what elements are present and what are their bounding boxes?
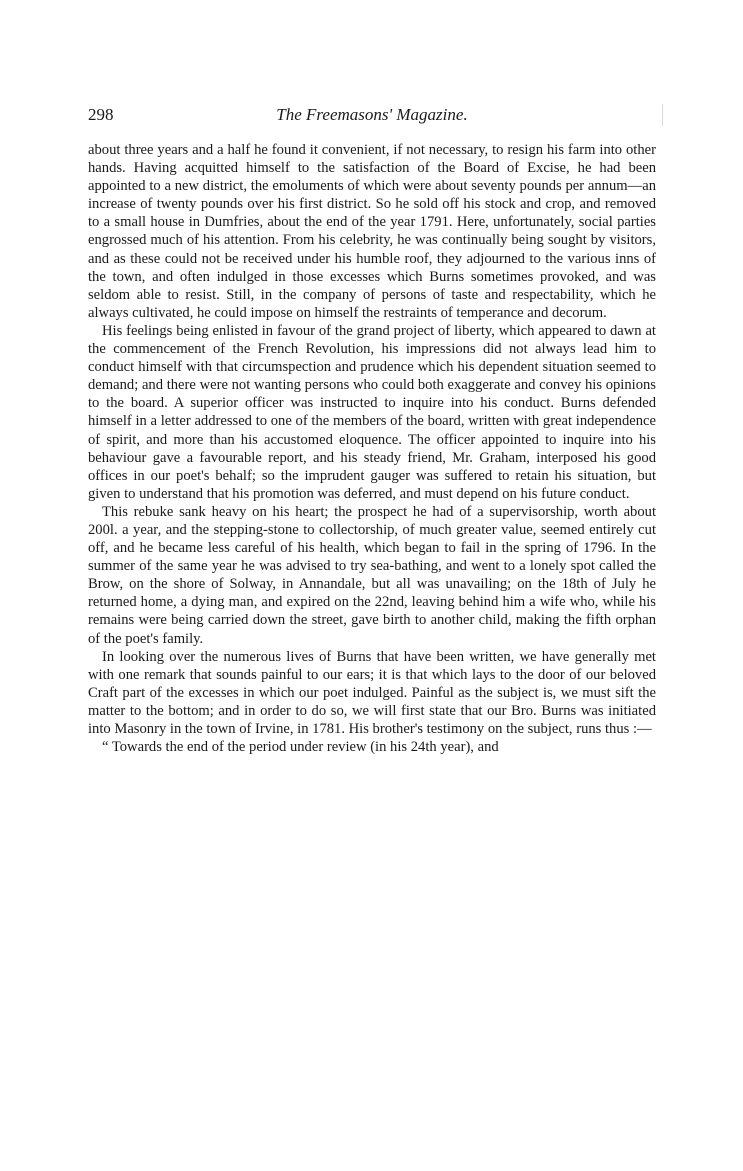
magazine-page [88, 100, 656, 756]
paragraph-3: This rebuke sank heavy on his heart; the prospect he had of a supervisorship, worth about 200l. a year, and the stepping-stone to collectorship, of much greater value, seemed entirely cut off, and he became less careful of his health, which began to fail in the spring of 1796. In the summer of the same year he was advised to try sea-bathing, and went to a lonely spot called the Brow, on the shore of Solway, in Annandale, but all was unavailing; on the 18th of July he returned home, a dying man, and expired on the 22nd, leaving behind him a wife who, while his remains were being carried down the street, gave birth to another child, making the fifth orphan of the poet's family. [88, 503, 656, 647]
paragraph-5: “ Towards the end of the period under review (in his 24th year), and [102, 739, 499, 756]
article-body [88, 141, 656, 756]
paragraph-4: In looking over the numerous lives of Burns that have been written, we have generally met with one remark that sounds painful to our ears; it is that which lays to the door of our beloved Craft part of the excesses in which our poet indulged. Painful as the subject is, we must sift the matter to the bottom; and in order to do so, we will first state that our Bro. Burns was initiated into Masonry in the town of Irvine, in 1781. His brother's testimony on the subject, runs thus :— [88, 648, 656, 737]
page-number: 298 [88, 105, 114, 124]
paragraph-1: about three years and a half he found it convenient, if not necessary, to resign his farm into other hands. Having acquitted himself to the satisfaction of the Board of Excise, he had been appointed to a new district, the emoluments of which were about seventy pounds per annum—an increase of twenty pounds over his first district. So he sold off his stock and crop, and removed to a small house in Dumfries, about the end of the year 1791. Here, unfortunately, social parties engrossed much of his attention. From his celebrity, he was continually being sought by visitors, and as these could not be received under his humble roof, they adjourned to the various inns of the town, and often indulged in those excesses which Burns sometimes provoked, and was seldom able to resist. Still, in the company of persons of taste and respectability, which he always cultivated, he could impose on himself the restraints of temperance and decorum. [88, 142, 656, 321]
margin-mark [662, 104, 664, 126]
running-head [88, 100, 656, 130]
journal-title: The Freemasons' Magazine. [276, 105, 468, 124]
paragraph-2: His feelings being enlisted in favour of the grand project of liberty, which appeared to dawn at the commencement of the French Revolution, his impressions did not always lead him to conduct himself with that circumspection and prudence which his dependent situation seemed to demand; and there were not wanting persons who could both exaggerate and convey his opinions to the board. A superior officer was instructed to inquire into his conduct. Burns defended himself in a letter addressed to one of the members of the board, written with great independence of spirit, and more than his accustomed eloquence. The officer appointed to inquire into his behaviour gave a favourable report, and his steady friend, Mr. Graham, interposed his good offices in our poet's behalf; so the imprudent gauger was suffered to retain his situation, but given to understand that his promotion was deferred, and must depend on his future conduct. [88, 322, 656, 502]
